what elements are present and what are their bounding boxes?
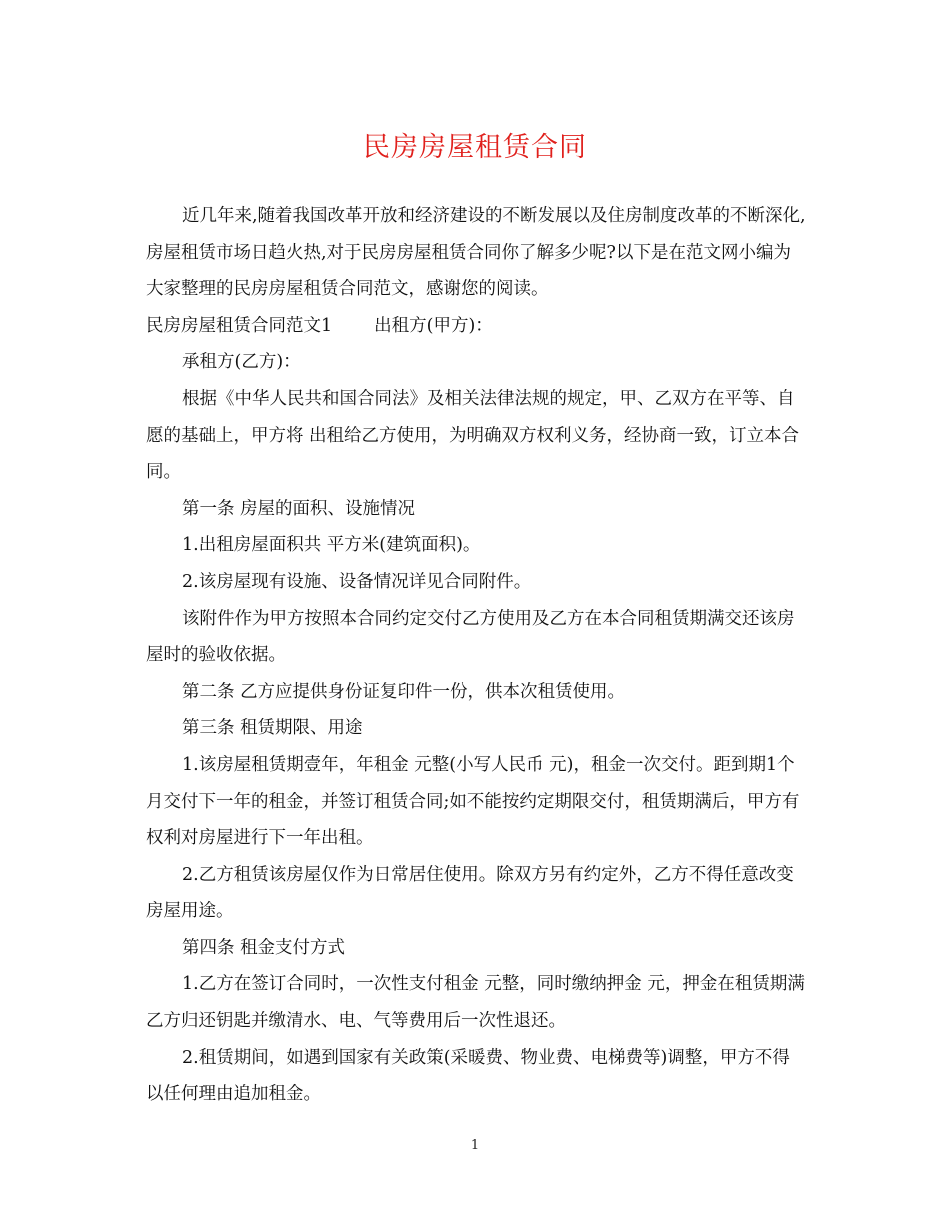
paragraph-intro: 近几年来,随着我国改革开放和经济建设的不断发展以及住房制度改革的不断深化,房屋租赁市场日趋火热,对于民房房屋租赁合同你了解多少呢?以下是在范文网小编为大家整理的民房房屋租赁合同范文，感谢您的阅读。 — [146, 206, 806, 300]
lessor-label: 出租方(甲方)： — [374, 315, 493, 336]
clause-1-item-2: 2.该房屋现有设施、设备情况详见合同附件。 — [182, 571, 532, 592]
clause-2: 第二条 乙方应提供身份证复印件一份，供本次租赁使用。 — [182, 681, 626, 702]
paragraph-preamble: 根据《中华人民共和国合同法》及相关法律法规的规定，甲、乙双方在平等、自愿的基础上，甲方将 出租给乙方使用，为明确双方权利义务，经协商一致，订立本合同。 — [146, 388, 800, 483]
paragraph-lessee: 承租方(乙方)： — [182, 352, 301, 373]
clause-3-heading: 第三条 租赁期限、用途 — [182, 718, 363, 739]
document-body — [146, 198, 806, 1113]
sample-title: 民房房屋租赁合同范文1 — [146, 315, 333, 336]
clause-3-item-2: 2.乙方租赁该房屋仅作为日常居住使用。除双方另有约定外，乙方不得任意改变房屋用途。 — [146, 864, 794, 922]
page-number: 1 — [470, 1138, 480, 1153]
clause-4-item-2: 2.租赁期间，如遇到国家有关政策(采暖费、物业费、电梯费等)调整，甲方不得以任何理由追加租金。 — [146, 1047, 790, 1105]
clause-4-item-1: 1.乙方在签订合同时，一次性支付租金 元整，同时缴纳押金 元，押金在租赁期满乙方归还钥匙并缴清水、电、气等费用后一次性退还。 — [146, 974, 805, 1032]
clause-1-item-1: 1.出租房屋面积共 平方米(建筑面积)。 — [182, 535, 481, 556]
clause-1-annex-note: 该附件作为甲方按照本合同约定交付乙方使用及乙方在本合同租赁期满交还该房屋时的验收依据。 — [146, 608, 795, 666]
clause-1-heading: 第一条 房屋的面积、设施情况 — [182, 498, 416, 519]
document-title: 民房房屋租赁合同 — [363, 132, 587, 163]
paragraph-sample-heading — [146, 308, 806, 345]
clause-3-item-1: 1.该房屋租赁期壹年，年租金 元整(小写人民币 元)，租金一次交付。距到期1个月交付下一年的租金，并签订租赁合同;如不能按约定期限交付，租赁期满后，甲方有权利对房屋进行下一年出租。 — [146, 754, 800, 849]
clause-4-heading: 第四条 租金支付方式 — [182, 937, 346, 958]
